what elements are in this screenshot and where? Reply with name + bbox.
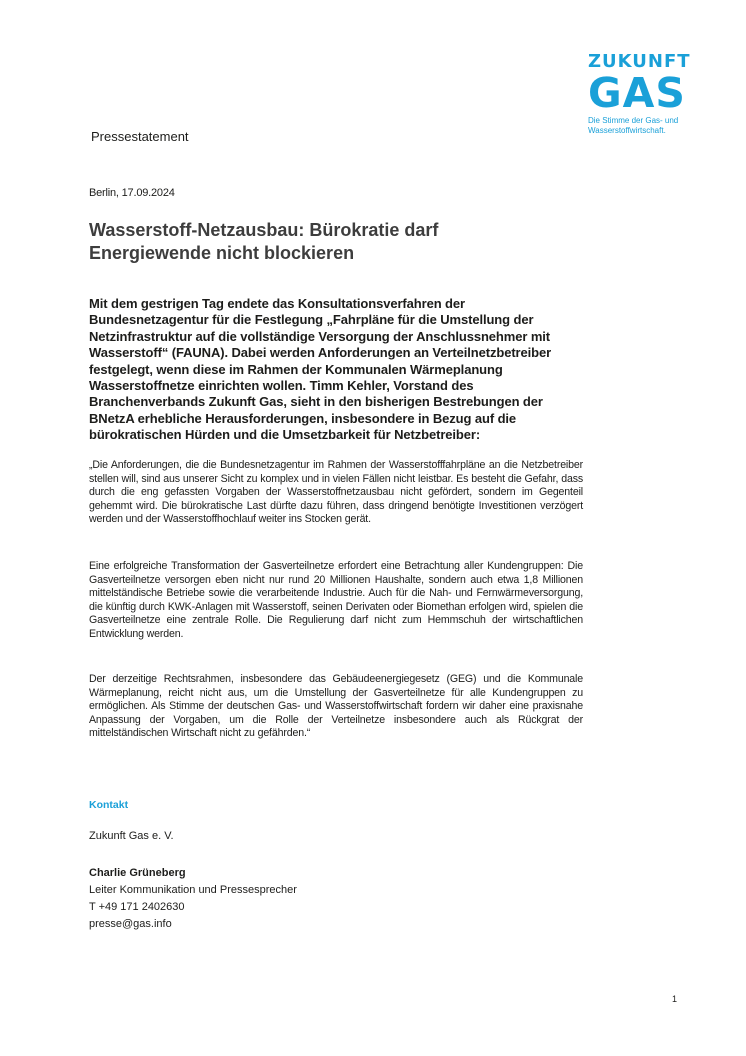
contact-heading: Kontakt — [89, 799, 129, 811]
lead-paragraph: Mit dem gestrigen Tag endete das Konsultationsverfahren der Bundesnetzagentur für die Festlegung „Fahrpläne für die Umstellung der Netzinfrastruktur auf die vollständige Versorgung der Anschlussnehmer mit Wasserstoff“ (FAUNA). Dabei werden Anforderungen an Verteilnetzbetreiber festgelegt, wenn diese im Rahmen der Kommunalen Wärmeplanung Wasserstoffnetze einrichten wollen. Timm Kehler, Vorstand des Branchenverbands Zukunft Gas, sieht in den bisherigen Bestrebungen der BNetzA erhebliche Herausforderungen, insbesondere in Bezug auf die bürokratischen Hürden und die Umsetzbarkeit für Netzbetreiber: — [89, 296, 552, 443]
page-title: Wasserstoff-Netzausbau: Bürokratie darf Energiewende nicht blockieren — [89, 220, 439, 263]
quote-paragraph-1: „Die Anforderungen, die die Bundesnetzagentur im Rahmen der Wasserstofffahrpläne an die Netzbetreiber stellen will, sind aus unserer Sicht zu komplex und in vielen Fällen nicht leistbar. Es besteht die Gefahr, dass durch die eng gefassten Vorgaben der Wasserstoffnetzausbau nicht gefördert, sondern im Gegenteil gehemmt wird. Die bürokratische Last dürfte dazu führen, dass dringend benötigte Investitionen verzögert werden und der Wasserstoffhochlauf weiter ins Stocken gerät. — [89, 459, 583, 526]
logo-wordmark-top: ZUKUNFT — [588, 51, 691, 72]
contact-person — [89, 865, 297, 933]
zukunft-gas-logo — [588, 52, 698, 135]
contact-name: Charlie Grüneberg — [89, 867, 186, 879]
contact-role: Leiter Kommunikation und Pressesprecher — [89, 884, 297, 896]
contact-phone: T +49 171 2402630 — [89, 901, 185, 913]
logo-tagline-line2: Wasserstoffwirtschaft. — [588, 125, 666, 135]
date-line: Berlin, 17.09.2024 — [89, 187, 175, 199]
document-type: Pressestatement — [91, 129, 189, 144]
quote-paragraph-3: Der derzeitige Rechtsrahmen, insbesondere das Gebäudeenergiegesetz (GEG) und die Kommunale Wärmeplanung, reicht nicht aus, um die Umstellung der Gasverteilnetze für alle Kundengruppen zu ermöglichen. Als Stimme der deutschen Gas- und Wasserstoffwirtschaft fordern wir daher eine praxisnahe Anpassung der Vorgaben, um die Rolle der Verteilnetze insbesondere auch als Rückgrat der mittelständischen Wirtschaft nicht zu gefährden.“ — [89, 673, 583, 740]
logo-tagline-line1: Die Stimme der Gas- und — [588, 116, 679, 125]
page-number: 1 — [672, 994, 678, 1004]
contact-email[interactable]: presse@gas.info — [89, 918, 172, 930]
contact-organization: Zukunft Gas e. V. — [89, 830, 174, 842]
quote-paragraph-2: Eine erfolgreiche Transformation der Gasverteilnetze erfordert eine Betrachtung aller Kundengruppen: Die Gasverteilnetze versorgen eben nicht nur rund 20 Millionen Haushalte, sondern auch etwa 1,8 Millionen mittelständische Betriebe sowie die verarbeitende Industrie. Auch für die Nah- und Fernwärmeversorgung, die künftig durch KWK-Anlagen mit Wasserstoff, seinen Derivaten oder Biomethan erfolgen wird, spielen die Gasverteilnetze eine zentrale Rolle. Die Regulierung darf nicht zum Hemmschuh der wirtschaftlichen Entwicklung werden. — [89, 560, 583, 640]
logo-wordmark-main: GAS — [588, 69, 686, 117]
